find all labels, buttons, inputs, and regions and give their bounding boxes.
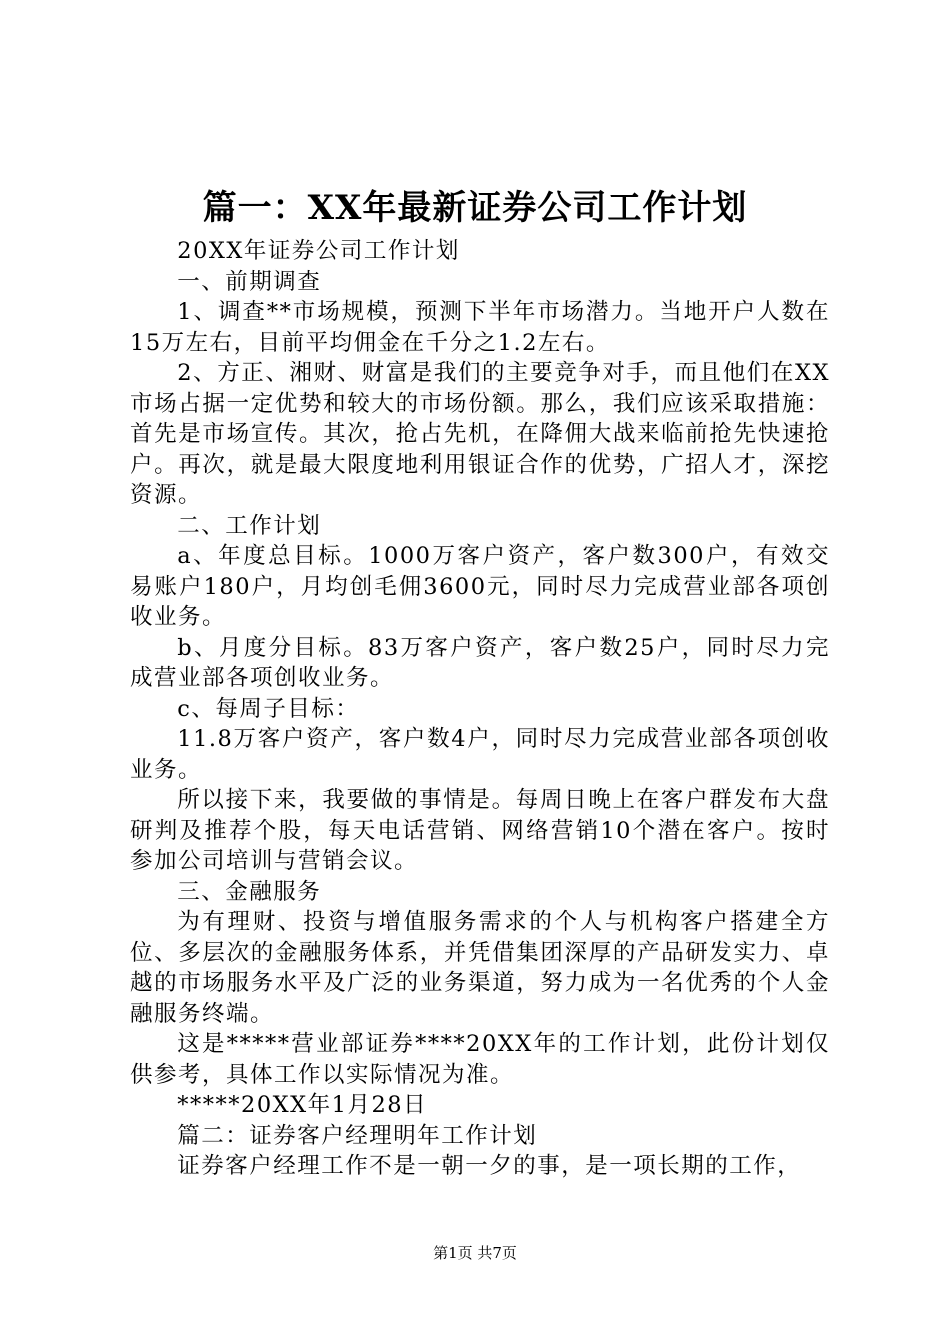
- section-heading: 二、工作计划: [177, 512, 322, 539]
- document-title: 篇一：XX年最新证券公司工作计划: [202, 188, 748, 228]
- paragraph: 20XX年证券公司工作计划: [177, 238, 460, 264]
- paragraph: 证券客户经理工作不是一朝一夕的事，是一项长期的工作，: [177, 1153, 802, 1179]
- signature-date: *****20XX年1月28日: [177, 1092, 428, 1118]
- paragraph: 11.8万客户资产，客户数4户，同时尽力完成营业部各项创收业务。: [130, 726, 830, 783]
- paragraph: c、每周子目标：: [177, 695, 360, 722]
- paragraph: 2、方正、湘财、财富是我们的主要竞争对手，而且他们在XX市场占据一定优势和较大的市场份额。那么，我们应该采取措施：首先是市场宣传。其次，抢占先机，在降佣大战来临前抢先快速抢户。再次，就是最大限度地利用银证合作的优势，广招人才，深挖资源。: [130, 360, 830, 508]
- section-heading: 一、前期调查: [177, 268, 322, 295]
- section-heading: 三、金融服务: [177, 878, 322, 905]
- document-body: [130, 236, 830, 1182]
- page-footer: 第1页 共7页: [433, 1244, 517, 1262]
- paragraph: b、月度分目标。83万客户资产，客户数25户，同时尽力完成营业部各项创收业务。: [130, 634, 830, 691]
- section-heading: 篇二：证券客户经理明年工作计划: [177, 1122, 538, 1149]
- paragraph: 这是*****营业部证券****20XX年的工作计划，此份计划仅供参考，具体工作以实际情况为准。: [130, 1031, 830, 1088]
- paragraph: 为有理财、投资与增值服务需求的个人与机构客户搭建全方位、多层次的金融服务体系，并凭借集团深厚的产品研发实力、卓越的市场服务水平及广泛的业务渠道，努力成为一名优秀的个人金融服务终端。: [130, 909, 830, 1027]
- paragraph: a、年度总目标。1000万客户资产，客户数300户，有效交易账户180户，月均创毛佣3600元，同时尽力完成营业部各项创收业务。: [130, 543, 830, 630]
- paragraph: 1、调查**市场规模，预测下半年市场潜力。当地开户人数在15万左右，目前平均佣金在千分之1.2左右。: [130, 299, 830, 356]
- paragraph: 所以接下来，我要做的事情是。每周日晚上在客户群发布大盘研判及推荐个股，每天电话营销、网络营销10个潜在客户。按时参加公司培训与营销会议。: [130, 787, 830, 874]
